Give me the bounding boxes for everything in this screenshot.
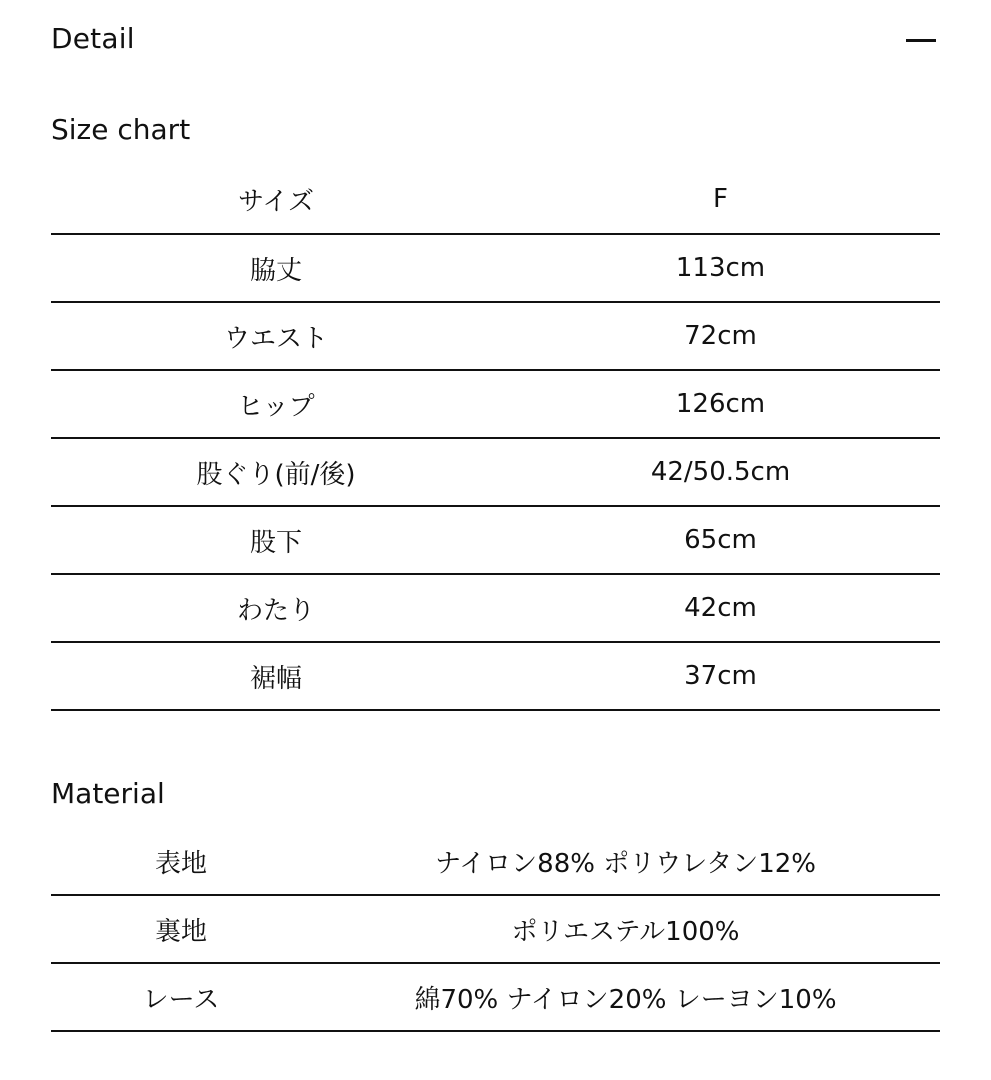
material-title: Material xyxy=(51,777,165,810)
material-row-value: ポリエステル100% xyxy=(511,916,740,947)
size-row-value: 113cm xyxy=(675,253,766,283)
size-row-value: 65cm xyxy=(684,525,757,555)
size-chart-table xyxy=(51,165,940,711)
size-row-side-length xyxy=(51,233,940,301)
material-table xyxy=(51,828,940,1032)
detail-title: Detail xyxy=(51,22,135,55)
minus-icon[interactable] xyxy=(906,39,936,42)
material-row-label: レース xyxy=(142,984,220,1015)
size-row-hip xyxy=(51,369,940,437)
size-row-label: 股下 xyxy=(249,527,302,558)
size-row-label: ヒップ xyxy=(237,391,315,422)
size-header-value: F xyxy=(713,184,728,214)
size-chart-header-row xyxy=(51,165,940,233)
size-row-label: 脇丈 xyxy=(249,255,302,286)
size-row-value: 42cm xyxy=(684,593,757,623)
size-row-label: 股ぐり(前/後) xyxy=(196,459,356,490)
size-row-label: 裾幅 xyxy=(249,663,302,694)
material-row-value: ナイロン88% ポリウレタン12% xyxy=(435,848,816,879)
material-row-label: 表地 xyxy=(154,848,207,879)
size-row-rise xyxy=(51,437,940,505)
size-header-label: サイズ xyxy=(238,186,314,217)
size-row-label: ウエスト xyxy=(223,323,328,354)
detail-header[interactable] xyxy=(51,18,940,62)
size-row-value: 126cm xyxy=(675,389,766,419)
material-row-outer xyxy=(51,828,940,896)
size-row-value: 42/50.5cm xyxy=(650,457,791,487)
material-row-lace xyxy=(51,964,940,1032)
material-row-value: 綿70% ナイロン20% レーヨン10% xyxy=(414,984,837,1015)
size-row-thigh xyxy=(51,573,940,641)
size-row-label: わたり xyxy=(236,595,315,626)
size-chart-title: Size chart xyxy=(51,113,191,146)
size-row-value: 37cm xyxy=(684,661,757,691)
size-row-inseam xyxy=(51,505,940,573)
size-row-value: 72cm xyxy=(684,321,757,351)
material-row-label: 裏地 xyxy=(154,916,207,947)
material-row-lining xyxy=(51,896,940,964)
size-row-waist xyxy=(51,301,940,369)
size-row-hem-width xyxy=(51,641,940,711)
